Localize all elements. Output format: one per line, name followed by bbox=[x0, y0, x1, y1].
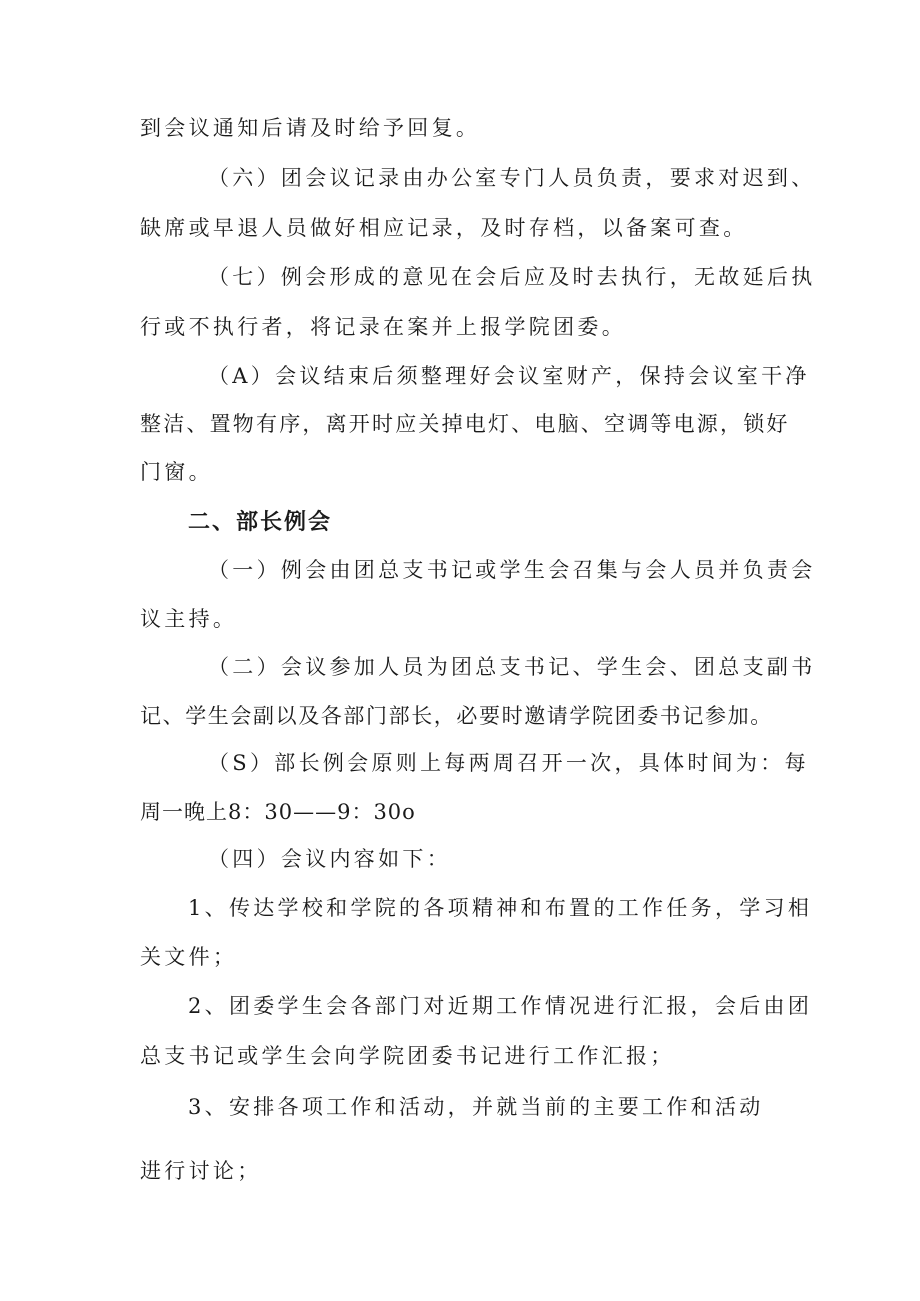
paragraph-line: （四）会议内容如下： bbox=[208, 847, 451, 871]
section-heading: 二、部长例会 bbox=[188, 509, 333, 535]
paragraph-line: 缺席或早退人员做好相应记录，及时存档，以备案可查。 bbox=[140, 216, 748, 240]
paragraph-line: 到会议通知后请及时给予回复。 bbox=[140, 116, 481, 140]
paragraph-line: （一）例会由团总支书记或学生会召集与会人员并负责会 bbox=[208, 558, 816, 582]
paragraph-line: （A）会议结束后须整理好会议室财产，保持会议室干净 bbox=[208, 364, 810, 388]
paragraph-line: 总支书记或学生会向学院团委书记进行工作汇报； bbox=[140, 1044, 675, 1068]
paragraph-line: 记、学生会副以及各部门部长，必要时邀请学院团委书记参加。 bbox=[140, 704, 773, 728]
list-item-line: 3、安排各项工作和活动，并就当前的主要工作和活动 bbox=[188, 1095, 764, 1119]
paragraph-line: （二）会议参加人员为团总支书记、学生会、团总支副书 bbox=[208, 655, 816, 679]
paragraph-line: 行或不执行者，将记录在案并上报学院团委。 bbox=[140, 315, 626, 339]
paragraph-line: （七）例会形成的意见在会后应及时去执行，无故延后执 bbox=[208, 265, 816, 289]
paragraph-line: （六）团会议记录由办公室专门人员负责，要求对迟到、 bbox=[208, 166, 816, 190]
paragraph-line: 门窗。 bbox=[140, 460, 213, 484]
paragraph-line: 进行讨论； bbox=[140, 1159, 262, 1183]
paragraph-line: （S）部长例会原则上每两周召开一次，具体时间为：每 bbox=[208, 751, 809, 775]
list-item-line: 1、传达学校和学院的各项精神和布置的工作任务，学习相 bbox=[188, 896, 813, 920]
paragraph-line: 关文件； bbox=[140, 945, 238, 969]
paragraph-line: 议主持。 bbox=[140, 607, 238, 631]
list-item-line: 2、团委学生会各部门对近期工作情况进行汇报，会后由团 bbox=[188, 994, 813, 1018]
paragraph-line: 周一晚上8：30——9：30o bbox=[140, 800, 416, 824]
paragraph-line: 整洁、置物有序，离开时应关掉电灯、电脑、空调等电源，锁好 bbox=[140, 412, 790, 436]
